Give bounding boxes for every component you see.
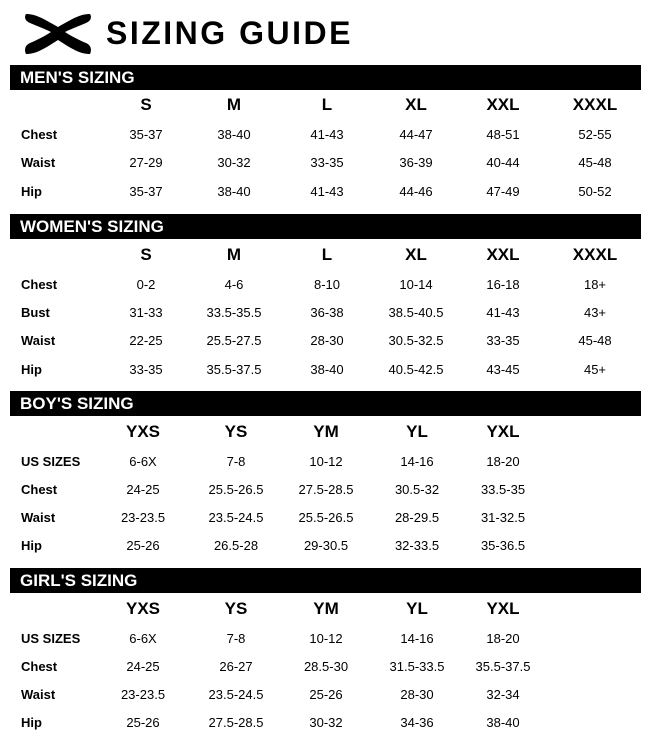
table-row [0,712,650,734]
table-cell: 27.5-28.5 [208,715,264,730]
table-cell: 22-25 [129,333,163,348]
table-row [0,656,650,678]
table-cell: 7-8 [226,631,246,646]
row-label: Waist [21,155,56,170]
table-cell: 43-45 [486,362,520,377]
table-cell: 33-35 [486,333,520,348]
size-header-row [0,243,650,267]
table-cell: 6-6X [129,631,157,646]
row-label: Waist [21,510,56,525]
table-cell: 36-39 [399,155,433,170]
page-title: SIZING GUIDE [106,15,353,51]
table-cell: 34-36 [400,715,434,730]
table-cell: 30-32 [309,715,343,730]
section-heading: BOY'S SIZING [10,391,641,416]
size-header: YM [313,599,339,618]
size-header: YXS [125,599,161,618]
table-cell: 4-6 [224,277,244,292]
table-cell: 47-49 [486,184,520,199]
size-header: S [140,95,152,114]
table-cell: 52-55 [578,127,612,142]
table-cell: 28-30 [310,333,344,348]
table-cell: 18+ [583,277,607,292]
table-cell: 25-26 [309,687,343,702]
table-cell: 38-40 [217,127,251,142]
table-cell: 26-27 [219,659,253,674]
size-header: YXL [486,599,520,618]
table-row [0,359,650,381]
table-cell: 25.5-26.5 [208,482,264,497]
size-header-row [0,597,650,621]
size-header: YS [224,599,248,618]
table-cell: 40-44 [486,155,520,170]
table-cell: 33.5-35 [480,482,526,497]
table-cell: 16-18 [486,277,520,292]
table-cell: 7-8 [226,454,246,469]
table-cell: 45-48 [578,155,612,170]
under-armour-logo-icon [22,12,94,56]
table-cell: 32-33.5 [394,538,440,553]
size-header: M [226,95,242,114]
row-label: Waist [21,687,56,702]
size-header: YS [224,422,248,441]
table-cell: 38.5-40.5 [388,305,444,320]
table-cell: 18-20 [486,454,520,469]
size-header: M [226,245,242,264]
table-cell: 33.5-35.5 [206,305,262,320]
size-header: YL [406,422,428,441]
row-label: Chest [21,127,58,142]
table-row [0,152,650,174]
table-cell: 44-47 [399,127,433,142]
size-header: XXL [486,245,520,264]
table-cell: 10-14 [399,277,433,292]
table-cell: 35-37 [129,127,163,142]
table-cell: 48-51 [486,127,520,142]
section-heading: WOMEN'S SIZING [10,214,641,239]
table-cell: 31.5-33.5 [389,659,445,674]
table-cell: 6-6X [129,454,157,469]
table-row [0,274,650,296]
table-cell: 14-16 [400,631,434,646]
row-label: Hip [21,538,42,553]
row-label: US SIZES [21,631,81,646]
table-row [0,181,650,203]
table-row [0,124,650,146]
table-cell: 26.5-28 [213,538,259,553]
table-row [0,451,650,473]
section-heading: GIRL'S SIZING [10,568,641,593]
table-cell: 38-40 [310,362,344,377]
table-cell: 0-2 [136,277,156,292]
table-cell: 23.5-24.5 [208,510,264,525]
size-header: XL [405,95,427,114]
table-row [0,535,650,557]
table-cell: 38-40 [217,184,251,199]
row-label: Chest [21,277,58,292]
table-cell: 23-23.5 [120,510,166,525]
table-row [0,628,650,650]
table-cell: 35.5-37.5 [475,659,531,674]
table-cell: 31-32.5 [480,510,526,525]
table-cell: 27.5-28.5 [298,482,354,497]
section-heading: MEN'S SIZING [10,65,641,90]
row-label: Hip [21,184,42,199]
table-cell: 41-43 [310,184,344,199]
table-row [0,330,650,352]
table-cell: 23-23.5 [120,687,166,702]
size-header: YM [313,422,339,441]
table-cell: 24-25 [126,482,160,497]
table-cell: 44-46 [399,184,433,199]
table-cell: 35-37 [129,184,163,199]
table-cell: 43+ [583,305,607,320]
table-cell: 36-38 [310,305,344,320]
table-cell: 18-20 [486,631,520,646]
size-header: YXL [486,422,520,441]
table-cell: 41-43 [310,127,344,142]
table-cell: 38-40 [486,715,520,730]
table-cell: 45-48 [578,333,612,348]
table-cell: 33-35 [310,155,344,170]
table-cell: 30-32 [217,155,251,170]
table-cell: 10-12 [309,631,343,646]
table-cell: 28.5-30 [303,659,349,674]
table-row [0,684,650,706]
table-cell: 10-12 [309,454,343,469]
size-header: YXS [125,422,161,441]
size-header: L [321,95,333,114]
table-cell: 33-35 [129,362,163,377]
table-cell: 23.5-24.5 [208,687,264,702]
row-label: Chest [21,482,58,497]
table-cell: 41-43 [486,305,520,320]
table-cell: 14-16 [400,454,434,469]
table-cell: 28-30 [400,687,434,702]
table-cell: 45+ [583,362,607,377]
table-cell: 35.5-37.5 [206,362,262,377]
size-header: YL [406,599,428,618]
table-row [0,479,650,501]
table-cell: 8-10 [313,277,341,292]
table-cell: 30.5-32 [394,482,440,497]
table-row [0,507,650,529]
size-header: L [321,245,333,264]
size-header-row [0,420,650,444]
table-cell: 28-29.5 [394,510,440,525]
table-cell: 35-36.5 [480,538,526,553]
size-header: S [140,245,152,264]
table-cell: 25.5-27.5 [206,333,262,348]
table-cell: 32-34 [486,687,520,702]
table-cell: 25.5-26.5 [298,510,354,525]
table-cell: 25-26 [126,538,160,553]
size-header: XXXL [572,95,618,114]
table-row [0,302,650,324]
row-label: Waist [21,333,56,348]
table-cell: 40.5-42.5 [388,362,444,377]
page-header [0,0,650,62]
table-cell: 31-33 [129,305,163,320]
table-cell: 30.5-32.5 [388,333,444,348]
table-cell: 27-29 [129,155,163,170]
row-label: Hip [21,715,42,730]
table-cell: 29-30.5 [303,538,349,553]
size-header: XXXL [572,245,618,264]
size-header: XL [405,245,427,264]
size-header: XXL [486,95,520,114]
row-label: Hip [21,362,42,377]
size-header-row [0,93,650,117]
table-cell: 24-25 [126,659,160,674]
row-label: Bust [21,305,50,320]
table-cell: 25-26 [126,715,160,730]
row-label: Chest [21,659,58,674]
table-cell: 50-52 [578,184,612,199]
row-label: US SIZES [21,454,81,469]
